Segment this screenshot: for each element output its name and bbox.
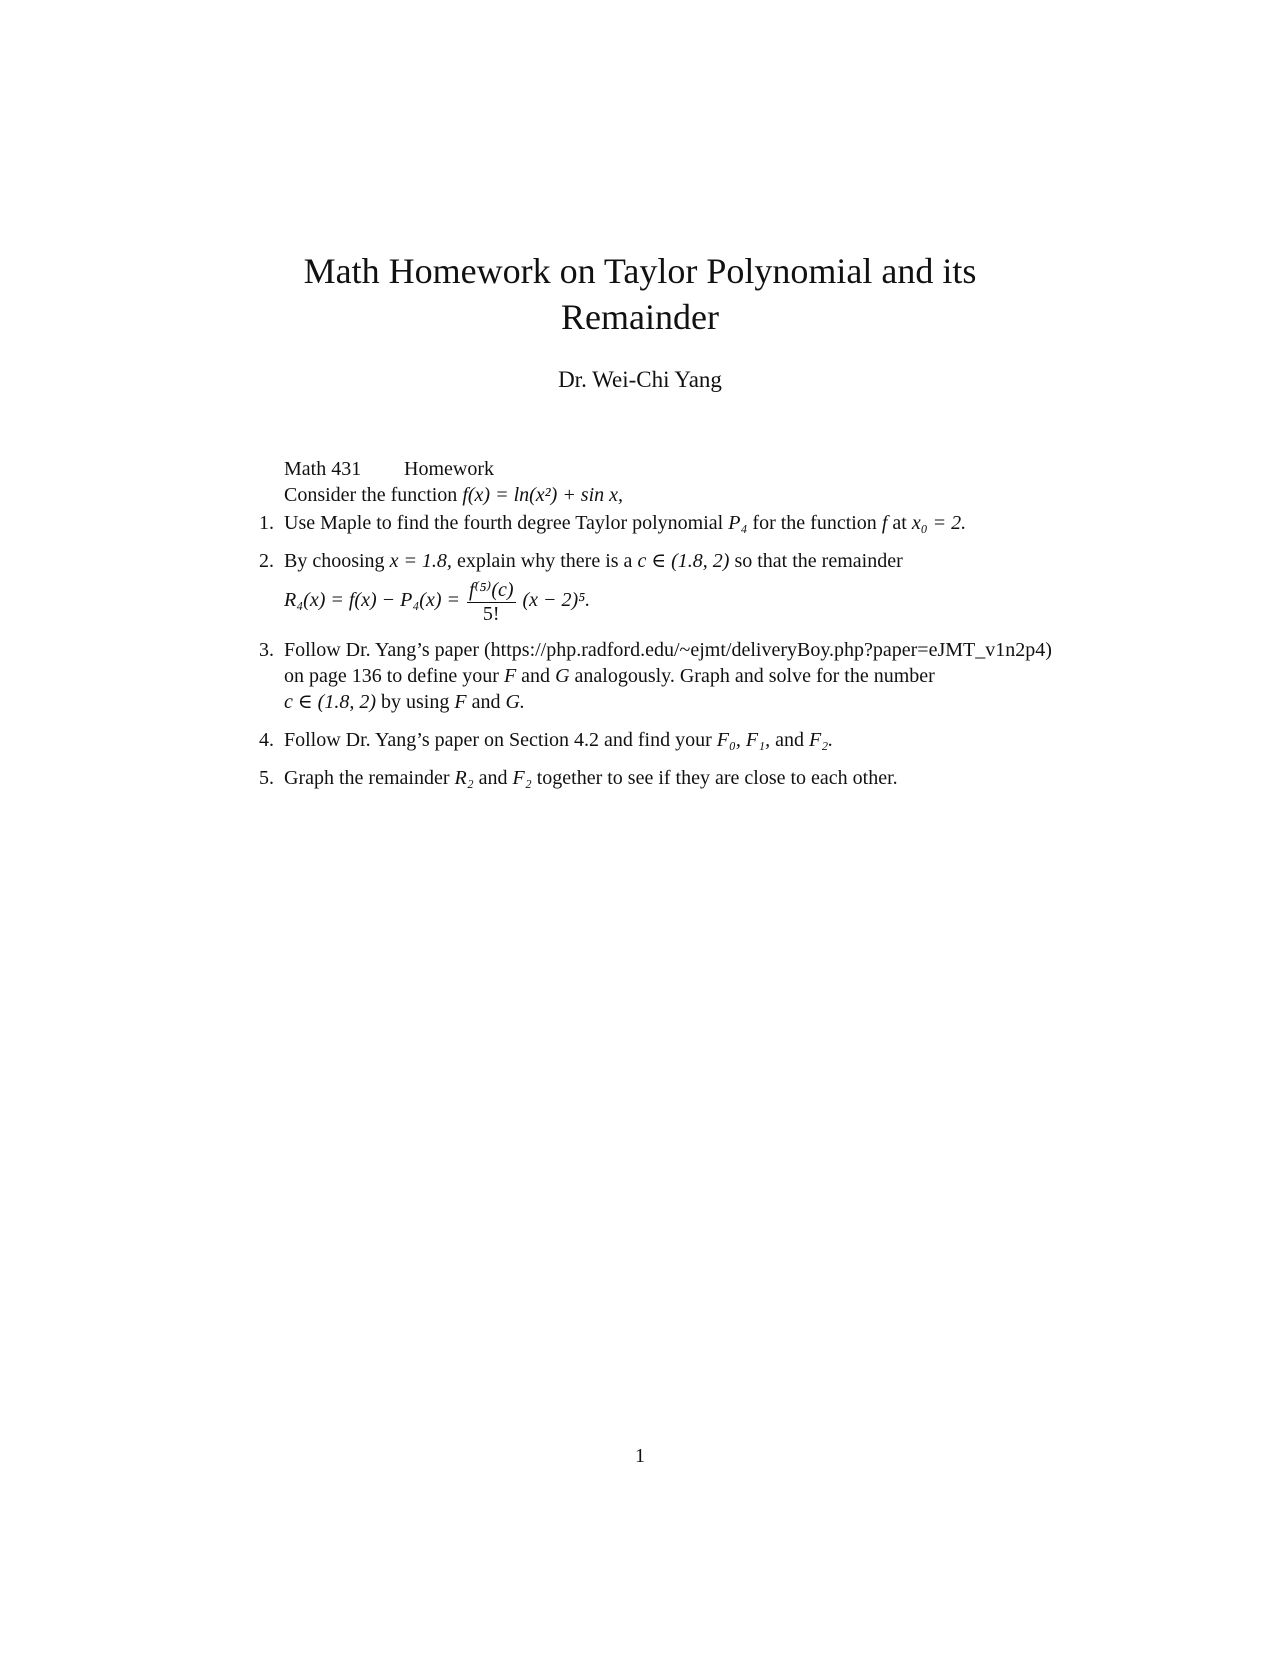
problem-text: Follow Dr. Yang’s paper on Section 4.2 and find your	[284, 729, 712, 751]
course-line	[284, 456, 623, 482]
problem-text: explain why there is a	[456, 550, 633, 572]
math-expression: F	[454, 691, 467, 713]
problem-text: analogously. Graph and solve for the number	[574, 665, 935, 687]
math-expression: F	[503, 665, 517, 687]
problem-text: by using	[381, 691, 450, 713]
math-expression: x₀ = 2.	[911, 512, 967, 534]
problem-5	[250, 765, 1090, 791]
fraction	[467, 578, 516, 625]
title-line-2: Remainder	[561, 297, 719, 337]
title-line-1: Math Homework on Taylor Polynomial and its	[303, 251, 977, 291]
fraction-denominator: 5!	[482, 603, 500, 625]
problem-text: and	[775, 729, 804, 751]
function-expression: f(x) = ln(x²) + sin x,	[462, 484, 624, 506]
problem-text: so that the remainder	[734, 550, 903, 572]
problem-2	[250, 548, 1090, 625]
math-expression: c ∈ (1.8, 2)	[284, 691, 377, 713]
problem-line	[284, 548, 1090, 574]
problem-line: Follow Dr. Yang’s paper (https://php.radford.edu/~ejmt/deliveryBoy.php?paper=eJMT_v1n2p4)	[284, 639, 1052, 661]
problem-text: for the function	[752, 512, 877, 534]
math-expression: f	[881, 512, 888, 534]
math-expression: c ∈ (1.8, 2)	[637, 550, 730, 572]
problem-3	[250, 637, 1090, 715]
author: Dr. Wei-Chi Yang	[558, 367, 722, 392]
math-expression: F₂.	[809, 729, 834, 751]
problem-1	[250, 510, 1090, 536]
problem-text: and	[478, 767, 508, 789]
assignment-kind: Homework	[404, 458, 494, 480]
course-number: Math 431	[284, 458, 362, 480]
problem-text: Graph the remainder	[284, 767, 450, 789]
math-expression: x = 1.8,	[389, 550, 452, 572]
math-expression: R₂	[454, 767, 474, 789]
intro	[284, 456, 623, 508]
problem-4	[250, 727, 1090, 753]
problem-line	[284, 663, 1090, 689]
problem-text: on page 136 to define your	[284, 665, 499, 687]
problem-text: and	[521, 665, 551, 687]
fraction-numerator: f⁽⁵⁾(c)	[468, 579, 514, 601]
page-number: 1	[635, 1445, 645, 1467]
math-expression: F₀, F₁,	[716, 729, 771, 751]
document-title	[0, 248, 1280, 340]
math-expression: G	[555, 665, 570, 687]
problem-list	[250, 510, 1090, 803]
problem-number: 5.	[259, 767, 274, 789]
remainder-equation	[284, 578, 1090, 625]
problem-text: Use Maple to find the fourth degree Taylor polynomial	[284, 512, 724, 534]
problem-text: at	[892, 512, 907, 534]
math-expression: F₂	[512, 767, 532, 789]
equation-lhs: R₄(x) = f(x) − P₄(x) =	[284, 589, 460, 612]
problem-number: 2.	[259, 550, 274, 572]
math-expression: G.	[505, 691, 525, 713]
problem-number: 3.	[259, 639, 274, 661]
math-expression: P₄	[728, 512, 748, 534]
equation-tail: (x − 2)⁵.	[522, 589, 591, 612]
problem-number: 4.	[259, 729, 274, 751]
consider-text: Consider the function	[284, 484, 458, 506]
problem-text: and	[471, 691, 501, 713]
problem-text: By choosing	[284, 550, 385, 572]
problem-line	[284, 689, 1090, 715]
problem-number: 1.	[259, 512, 274, 534]
problem-text: together to see if they are close to each other.	[536, 767, 898, 789]
function-line	[284, 482, 623, 508]
